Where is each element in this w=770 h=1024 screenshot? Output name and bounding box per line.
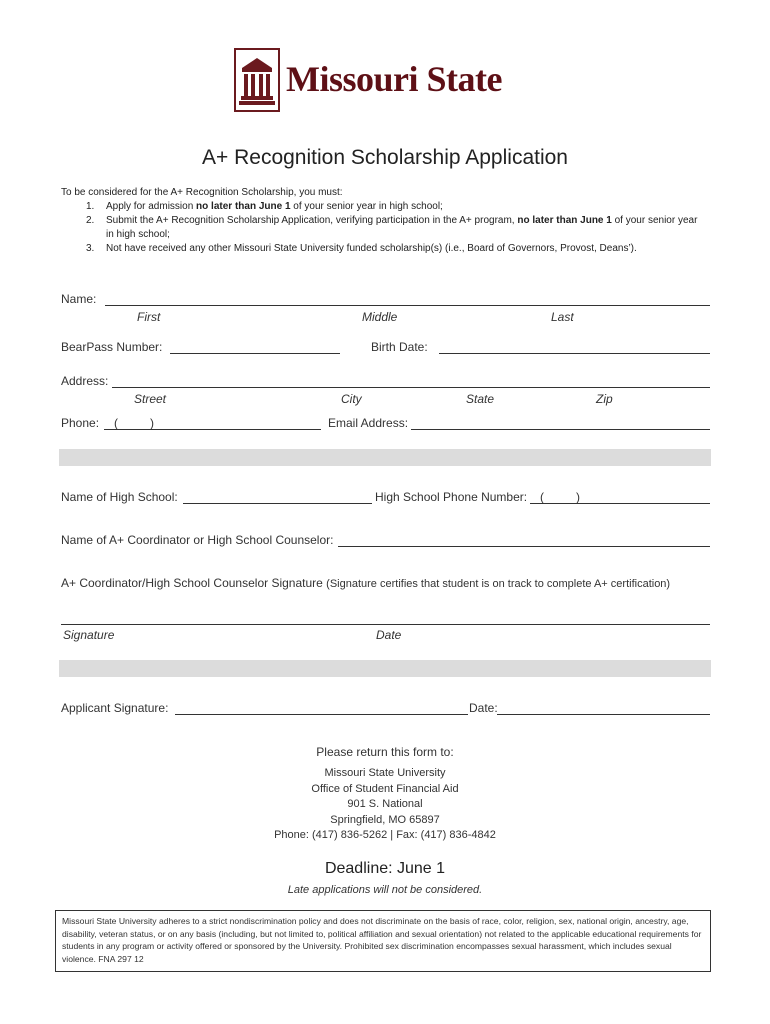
phone-label: Phone: (61, 416, 100, 430)
coordinator-signature-label (61, 576, 670, 590)
university-seal-logo (234, 48, 280, 112)
requirement-text: of your senior year in high school; (290, 201, 443, 212)
hs-phone-area-open: ( (540, 490, 544, 504)
high-school-label: Name of High School: (61, 490, 178, 504)
requirement-deadline: no later than June 1 (196, 201, 291, 212)
requirement-text: Apply for admission (106, 201, 197, 212)
high-school-field[interactable] (183, 503, 372, 504)
applicant-date-label: Date: (469, 701, 498, 715)
requirement-deadline: no later than June 1 (517, 215, 612, 226)
nondiscrimination-notice: Missouri State University adheres to a strict nondiscrimination policy and does not discriminate on the basis of race, color, religion, sex, national origin, ancestry, age, disability, veteran status, or on any basis (including, but not limited to, political affiliation and sexual orientation) not related to the applicable educational requirements for students in any program or activity offered or sponsored by the University. Prohibited sex discrimination encompasses sexual harassment, which includes sexual violence. FNA 297 12 (55, 910, 711, 972)
requirement-number: 2. (86, 215, 95, 226)
address-label: Address: (61, 374, 109, 388)
coordinator-signature-note: (Signature certifies that student is on track to complete A+ certification) (326, 578, 671, 590)
email-label: Email Address: (328, 416, 409, 430)
hs-phone-field[interactable] (530, 503, 710, 504)
name-field[interactable] (105, 305, 710, 306)
address-field[interactable] (112, 387, 710, 388)
applicant-signature-label: Applicant Signature: (61, 701, 169, 715)
requirement-item (61, 242, 721, 256)
applicant-signature-field[interactable] (175, 714, 468, 715)
last-name-caption: Last (551, 310, 574, 324)
building-icon (236, 50, 278, 110)
name-label: Name: (61, 292, 97, 306)
requirement-item (61, 214, 706, 242)
requirement-item (61, 200, 721, 214)
date-caption: Date (376, 628, 402, 642)
state-caption: State (466, 392, 495, 406)
applicant-date-field[interactable] (497, 714, 710, 715)
first-name-caption: First (137, 310, 161, 324)
return-line: Office of Student Financial Aid (311, 782, 459, 795)
hs-phone-label: High School Phone Number: (375, 490, 528, 504)
requirement-text: Submit the A+ Recognition Scholarship Application, verifying participation in the A+ program, (106, 215, 518, 226)
birth-date-field[interactable] (439, 353, 710, 354)
phone-area-open: ( (114, 416, 118, 430)
coordinator-signature-field[interactable] (61, 624, 710, 625)
return-heading: Please return this form to: (316, 745, 454, 759)
deadline-title: Deadline: June 1 (324, 860, 446, 877)
section-divider (59, 449, 711, 466)
signature-caption: Signature (63, 628, 115, 642)
middle-name-caption: Middle (362, 310, 398, 324)
zip-caption: Zip (596, 392, 613, 406)
city-caption: City (341, 392, 362, 406)
birth-date-label: Birth Date: (371, 340, 428, 354)
street-caption: Street (134, 392, 167, 406)
phone-area-close: ) (150, 416, 154, 430)
return-line: Springfield, MO 65897 (330, 813, 440, 826)
form-title: A+ Recognition Scholarship Application (202, 146, 568, 169)
return-line: 901 S. National (347, 798, 423, 810)
coordinator-name-label: Name of A+ Coordinator or High School Counselor: (61, 533, 334, 547)
requirement-number: 1. (86, 201, 95, 212)
coordinator-name-field[interactable] (338, 546, 710, 547)
requirement-text: Not have received any other Missouri State University funded scholarship(s) (i.e., Board of Governors, Provost, Deans’). (106, 243, 637, 254)
requirements-section (61, 186, 721, 256)
section-divider (59, 660, 711, 677)
return-line: Missouri State University (324, 767, 446, 779)
coordinator-signature-title: A+ Coordinator/High School Counselor Signature (61, 576, 323, 590)
hs-phone-area-close: ) (576, 490, 580, 504)
university-logo-text: Missouri State (286, 59, 502, 99)
return-address (0, 766, 770, 844)
requirements-lead: To be considered for the A+ Recognition Scholarship, you must: (61, 187, 343, 198)
requirement-text: of your senior year in high school; (106, 215, 698, 240)
email-field[interactable] (411, 429, 710, 430)
bearpass-label: BearPass Number: (61, 340, 163, 354)
return-line: Phone: (417) 836-5262 | Fax: (417) 836-4842 (274, 829, 496, 841)
deadline-note: Late applications will not be considered. (287, 884, 483, 896)
bearpass-field[interactable] (170, 353, 340, 354)
phone-field[interactable] (104, 429, 321, 430)
requirement-number: 3. (86, 243, 95, 254)
